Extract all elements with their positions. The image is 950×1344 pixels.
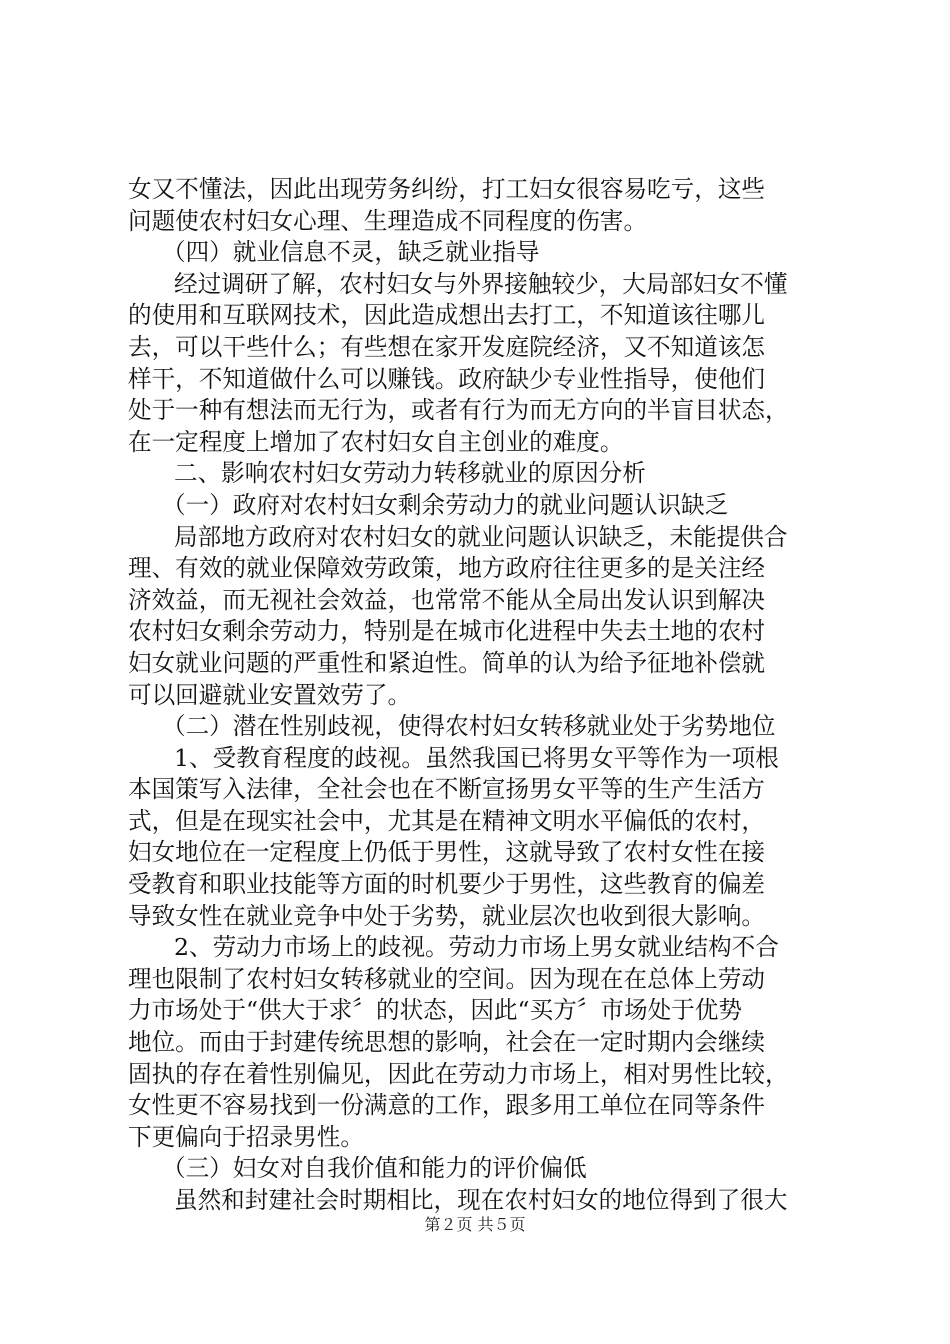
text-line: 女性更不容易找到一份满意的工作，跟多用工单位在同等条件 (128, 1091, 766, 1120)
text-line: 式，但是在现实社会中，尤其是在精神文明水平偏低的农村， (128, 806, 766, 835)
section-heading: （二）潜在性别歧视，使得农村妇女转移就业处于劣势地位 (162, 712, 776, 741)
text-line: 可以回避就业安置效劳了。 (128, 680, 412, 709)
text-line: 导致女性在就业竞争中处于劣势，就业层次也收到很大影响。 (128, 901, 766, 930)
text-line: 地位。而由于封建传统思想的影响，社会在一定时期内会继续 (128, 1028, 766, 1057)
text-line: 的使用和互联网技术，因此造成想出去打工，不知道该往哪儿 (128, 301, 766, 330)
section-heading: （四）就业信息不灵，缺乏就业指导 (162, 238, 540, 267)
page-number-footer: 第２页 共５页 (424, 1215, 526, 1234)
text-line: 2、劳动力市场上的歧视。劳动力市场上男女就业结构不合 (174, 933, 779, 962)
text-line: 问题使农村妇女心理、生理造成不同程度的伤害。 (128, 206, 648, 235)
text-line: 样干，不知道做什么可以赚钱。政府缺少专业性指导，使他们 (128, 364, 766, 393)
section-heading: （三）妇女对自我价值和能力的评价偏低 (162, 1154, 587, 1183)
text-line: 1、受教育程度的歧视。虽然我国已将男女平等作为一项根 (174, 743, 779, 772)
text-line: 女又不懂法，因此出现劳务纠纷，打工妇女很容易吃亏，这些 (128, 175, 766, 203)
text-line: 力市场处于“供大于求〞的状态，因此“买方〞市场处于优势 (128, 996, 742, 1025)
text-line: 处于一种有想法而无行为，或者有行为而无方向的半盲目状态， (128, 396, 789, 425)
section-heading: （一）政府对农村妇女剩余劳动力的就业问题认识缺乏 (162, 490, 729, 519)
text-line: 局部地方政府对农村妇女的就业问题认识缺乏，未能提供合 (174, 522, 788, 551)
text-line: 农村妇女剩余劳动力，特别是在城市化进程中失去土地的农村 (128, 617, 766, 646)
text-line: 理也限制了农村妇女转移就业的空间。因为现在在总体上劳动 (128, 964, 766, 993)
text-line: 经过调研了解，农村妇女与外界接触较少，大局部妇女不懂 (174, 269, 788, 298)
text-line: 下更偏向于招录男性。 (128, 1122, 364, 1151)
text-line: 固执的存在着性别偏见，因此在劳动力市场上，相对男性比较， (128, 1059, 789, 1088)
text-line: 受教育和职业技能等方面的时机要少于男性，这些教育的偏差 (128, 870, 766, 899)
text-line: 在一定程度上增加了农村妇女自主创业的难度。 (128, 427, 624, 456)
text-line: 济效益，而无视社会效益，也常常不能从全局出发认识到解决 (128, 585, 766, 614)
text-line: 本国策写入法律，全社会也在不断宣扬男女平等的生产生活方 (128, 775, 766, 804)
text-line: 虽然和封建社会时期相比，现在农村妇女的地位得到了很大 (174, 1186, 788, 1214)
text-line: 去，可以干些什么；有些想在家开发庭院经济，又不知道该怎 (128, 332, 766, 361)
document-body (128, 174, 844, 1217)
text-line: 理、有效的就业保障效劳政策，地方政府往往更多的是关注经 (128, 554, 766, 583)
text-line: 妇女地位在一定程度上仍低于男性，这就导致了农村女性在接 (128, 838, 766, 867)
text-line: 妇女就业问题的严重性和紧迫性。简单的认为给予征地补偿就 (128, 648, 766, 677)
section-heading: 二、影响农村妇女劳动力转移就业的原因分析 (174, 459, 646, 488)
